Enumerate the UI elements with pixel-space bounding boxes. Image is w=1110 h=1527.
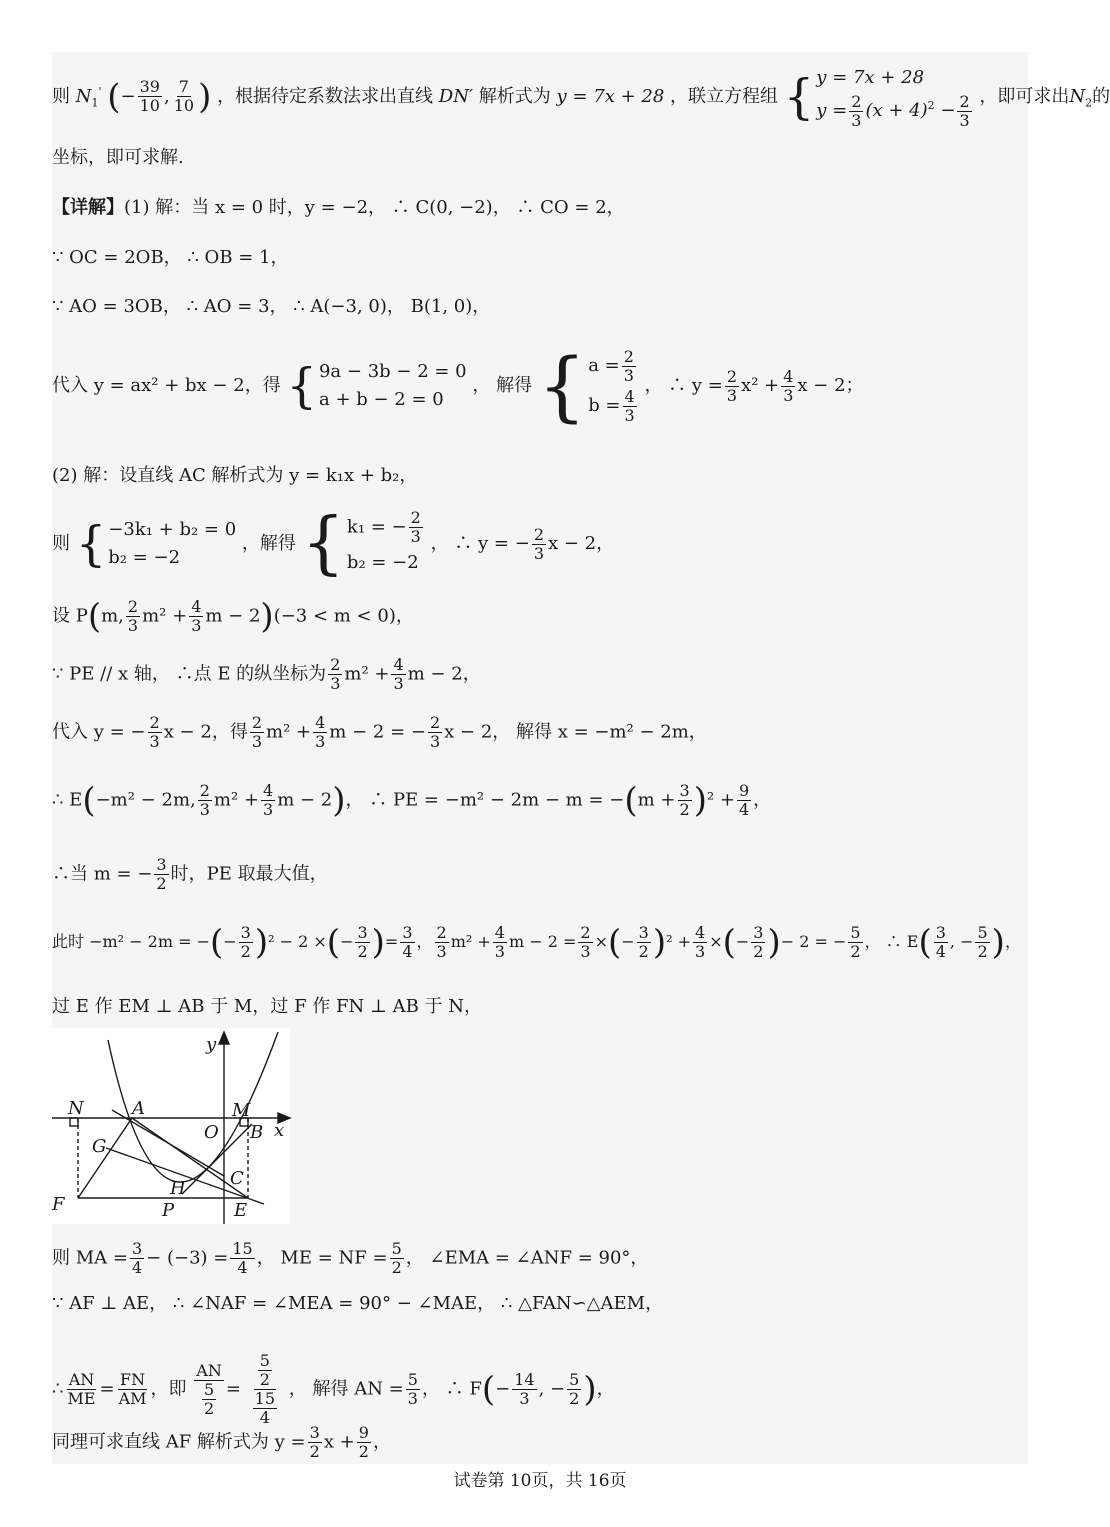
- solution-line-19: 同理可求直线 AF 解析式为 y = $\frac{3}{2}$ x + $\frac{9}{2}$ ，: [52, 1423, 391, 1461]
- y-axis-arrow: [219, 1032, 229, 1044]
- line-ac: [112, 1110, 224, 1176]
- solution-line-3: 【详解】(1) 解：当 x = 0 时，y = −2， ∴ C(0, −2)， ∴ CO = 2，: [52, 197, 625, 218]
- label-g: G: [92, 1136, 107, 1157]
- solution-line-12: ∴ E(−m² − 2m, $\frac{2}{3}$ m² + $\frac{4}{3}$ m − 2)， ∴ PE = −m² − 2m − m = −(m + $\frac{3}{2}$ )² + $\frac{9}{4}$ ，: [52, 780, 772, 821]
- label-e: E: [234, 1200, 248, 1221]
- label-a: A: [132, 1098, 145, 1119]
- label-h: H: [170, 1178, 186, 1199]
- label-y: y: [206, 1034, 217, 1055]
- solution-line-16: 则 MA = $\frac{3}{4}$ − (−3) = $\frac{15}{4}$ ， ME = NF = $\frac{5}{2}$ ， ∠EMA = ∠ANF = 90°，: [52, 1239, 649, 1277]
- solution-line-5: ∵ AO = 3OB， ∴ AO = 3， ∴ A(−3, 0)， B(1, 0)，: [52, 296, 491, 317]
- solution-line-15: 过 E 作 EM ⊥ AB 于 M，过 F 作 FN ⊥ AB 于 N，: [52, 996, 483, 1017]
- solution-line-13: ∴当 m = − $\frac{3}{2}$ 时，PE 取最大值，: [52, 855, 328, 893]
- solution-line-4: ∵ OC = 2OB， ∴ OB = 1，: [52, 247, 289, 268]
- label-n: N: [68, 1098, 84, 1119]
- solution-line-7: (2) 解：设直线 AC 解析式为 y = k₁x + b₂，: [52, 465, 418, 486]
- page-footer: 试卷第 10页，共 16页: [453, 1471, 627, 1491]
- label-m: M: [232, 1100, 251, 1121]
- label-x: x: [274, 1120, 285, 1141]
- geometry-figure: [52, 1028, 290, 1224]
- label-c: C: [230, 1168, 244, 1189]
- solution-line-14: 此时 −m² − 2m = −(− $\frac{3}{2}$ )² − 2 ×(− $\frac{3}{2}$ )= $\frac{3}{4}$ ， $\frac{2}{3}$ m² + $\frac{4}{3}$ m − 2 = $\frac{2}{3}$ ×(− $\frac{3}{2}$ )² + $\frac{4}{3}$ ×(− $\frac{3}{2}$ )− 2 = − $\frac{5}{2}$ ， ∴ E( $\frac{3}{4}$ , − $\frac{5}{2}$ )，: [52, 922, 1021, 963]
- label-f: F: [52, 1194, 65, 1215]
- solution-line-8: 则 { −3k₁ + b₂ = 0 b₂ = −2 ，解得 { k₁ = − $\frac{2}{3}$ b₂ = −2 ， ∴ y = − $\frac{2}{3}$ x − 2，: [52, 504, 615, 583]
- solution-line-17: ∵ AF ⊥ AE， ∴ ∠NAF = ∠MEA = 90° − ∠MAE， ∴ △FAN∽△AEM，: [52, 1293, 664, 1314]
- label-b: B: [250, 1122, 264, 1143]
- solution-line-11: 代入 y = − $\frac{2}{3}$ x − 2，得 $\frac{2}{3}$ m² + $\frac{4}{3}$ m − 2 = − $\frac{2}{3}$ x − 2， 解得 x = −m² − 2m，: [52, 713, 707, 751]
- geometry-figure-svg: [52, 1028, 290, 1224]
- solution-line-18: ∴ $\frac{AN}{ME}$ = $\frac{FN}{AM}$ ，即 $\frac{AN}{\frac{5}{2}}$ = $\frac{\frac{5}{2}}{\frac{15}{4}}$ ， 解得 AN = $\frac{5}{3}$ ， ∴ F(− $\frac{14}{3}$ , − $\frac{5}{2}$ )，: [52, 1351, 615, 1427]
- right-angle-n: [70, 1118, 78, 1126]
- solution-line-1: 则 $N_1'$ (− $\frac{39}{10}$ , $\frac{7}{10}$ ) ，根据待定系数法求出直线 DN′ 解析式为 y = 7x + 28 ，联立方程组 { y = 7x + 28 y = $\frac{2}{3}$ $(x + 4)^2$ − $\frac{2}{3}$ ，即可求出$N_2$的: [52, 67, 1110, 130]
- solution-line-6: 代入 y = ax² + bx − 2，得 { 9a − 3b − 2 = 0 a + b − 2 = 0 ， 解得 { a = $\frac{2}{3}$ b = $\frac{4}{3}$ ， ∴ y = $\frac{2}{3}$ x² + $\frac{4}{3}$ x − 2；: [52, 341, 864, 430]
- line-af: [78, 1118, 132, 1198]
- solution-line-10: ∵ PE // x 轴， ∴点 E 的纵坐标为 $\frac{2}{3}$ m² + $\frac{4}{3}$ m − 2，: [52, 655, 481, 693]
- label-o: O: [204, 1122, 219, 1143]
- solution-line-9: 设 P(m, $\frac{2}{3}$ m² + $\frac{4}{3}$ m − 2)(−3 < m < 0)，: [52, 596, 414, 637]
- label-p: P: [162, 1200, 175, 1221]
- solution-line-2: 坐标，即可求解.: [52, 147, 184, 168]
